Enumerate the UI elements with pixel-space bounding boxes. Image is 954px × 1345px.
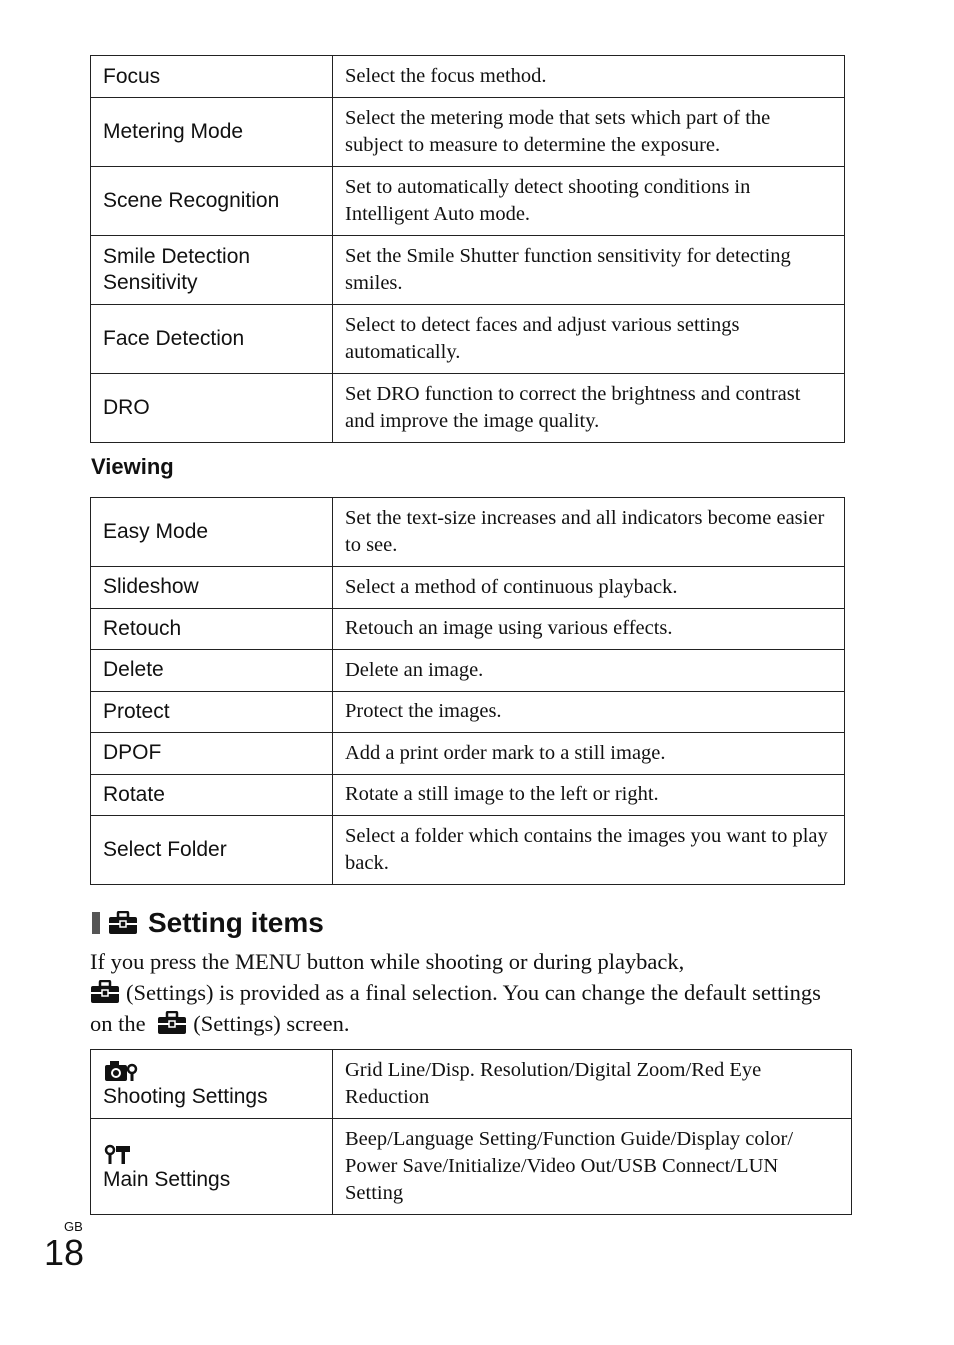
shooting-functions-table	[90, 55, 845, 443]
term-cell: Face Detection	[91, 305, 333, 374]
table-row	[91, 374, 845, 443]
description-cell: Protect the images.	[333, 691, 845, 733]
intro-paragraph	[90, 946, 830, 1039]
term-cell: Easy Mode	[91, 498, 333, 567]
description-cell: Add a print order mark to a still image.	[333, 733, 845, 775]
term-label: Main Settings	[103, 1167, 231, 1191]
toolbox-icon	[157, 1011, 187, 1035]
term-cell: DPOF	[91, 733, 333, 775]
table-row	[91, 691, 845, 733]
term-cell: Focus	[91, 56, 333, 98]
term-cell: Delete	[91, 650, 333, 692]
camera-wrench-icon	[103, 1058, 139, 1084]
term-cell	[91, 1050, 333, 1119]
description-cell: Set to automatically detect shooting conditions in Intelligent Auto mode.	[333, 167, 845, 236]
table-row	[91, 733, 845, 775]
description-cell: Set DRO function to correct the brightness and contrast and improve the image quality.	[333, 374, 845, 443]
term-cell	[91, 1119, 333, 1215]
table-row	[91, 650, 845, 692]
description-cell: Select a folder which contains the images you want to play back.	[333, 816, 845, 885]
table-row	[91, 567, 845, 609]
term-cell: Protect	[91, 691, 333, 733]
description-cell: Retouch an image using various effects.	[333, 608, 845, 650]
term-cell: Select Folder	[91, 816, 333, 885]
term-cell: Scene Recognition	[91, 167, 333, 236]
section-marker	[92, 912, 100, 934]
description-cell: Select to detect faces and adjust various settings automatically.	[333, 305, 845, 374]
settings-table	[90, 1049, 852, 1215]
term-cell: Retouch	[91, 608, 333, 650]
language-label: GB	[64, 1219, 83, 1234]
page-number: 18	[44, 1232, 85, 1273]
term-label: Shooting Settings	[103, 1085, 268, 1108]
table-row	[91, 236, 845, 305]
table-row	[91, 305, 845, 374]
term-cell: Rotate	[91, 774, 333, 816]
term-cell: DRO	[91, 374, 333, 443]
description-cell: Select a method of continuous playback.	[333, 567, 845, 609]
table-row	[91, 498, 845, 567]
viewing-heading: Viewing	[91, 454, 174, 479]
description-cell: Set the text-size increases and all indicators become easier to see.	[333, 498, 845, 567]
section-title: Setting items	[148, 907, 324, 938]
table-row	[91, 1119, 852, 1215]
description-cell: Beep/Language Setting/Function Guide/Display color/ Power Save/Initialize/Video Out/USB Connect/LUN Setting	[333, 1119, 852, 1215]
table-row	[91, 98, 845, 167]
table-row	[91, 608, 845, 650]
description-cell: Select the focus method.	[333, 56, 845, 98]
term-cell: Smile Detection Sensitivity	[91, 236, 333, 305]
toolbox-icon	[108, 911, 138, 935]
description-cell: Set the Smile Shutter function sensitivity for detecting smiles.	[333, 236, 845, 305]
term-cell: Metering Mode	[91, 98, 333, 167]
paragraph-text: (Settings) screen.	[193, 1011, 350, 1036]
paragraph-text: If you press the MENU button while shooting or during playback,	[90, 949, 685, 974]
wrench-hammer-icon	[103, 1141, 133, 1167]
table-row	[91, 774, 845, 816]
table-row	[91, 167, 845, 236]
table-row	[91, 56, 845, 98]
table-row	[91, 1050, 852, 1119]
paragraph-text: (Settings) is provided as a final selection. You can change the default settings on the	[90, 980, 821, 1036]
setting-items-heading	[92, 905, 324, 941]
description-cell: Delete an image.	[333, 650, 845, 692]
toolbox-icon	[90, 980, 120, 1004]
description-cell: Grid Line/Disp. Resolution/Digital Zoom/Red Eye Reduction	[333, 1050, 852, 1119]
description-cell: Rotate a still image to the left or right.	[333, 774, 845, 816]
viewing-functions-table	[90, 497, 845, 885]
description-cell: Select the metering mode that sets which part of the subject to measure to determine the exposure.	[333, 98, 845, 167]
table-row	[91, 816, 845, 885]
term-cell: Slideshow	[91, 567, 333, 609]
